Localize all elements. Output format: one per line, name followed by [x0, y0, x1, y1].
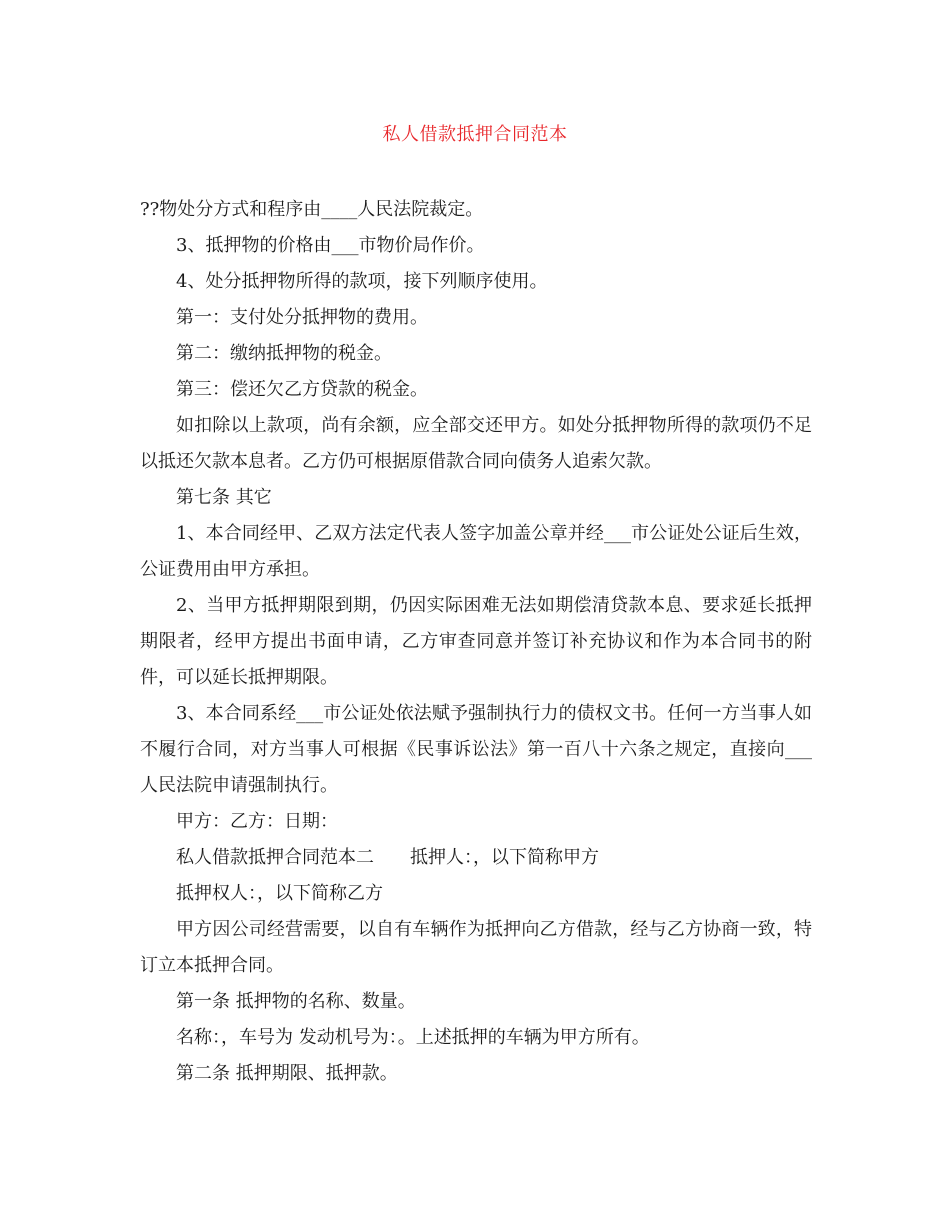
section-heading-article-2: 第二条 抵押期限、抵押款。 — [176, 1063, 398, 1084]
signature-line: 甲方：乙方：日期： — [176, 811, 338, 832]
paragraph-first-item: 第一：支付处分抵押物的费用。 — [176, 307, 428, 328]
document-body — [140, 192, 812, 1092]
paragraph-proceeds-order: 4、处分抵押物所得的款项，接下列顺序使用。 — [176, 271, 548, 292]
section-heading-article-7: 第七条 其它 — [176, 487, 272, 508]
paragraph-effectiveness: 1、本合同经甲、乙双方法定代表人签字加盖公章并经___市公证处公证后生效，公证费用由甲方承担。 — [140, 523, 812, 580]
paragraph-disposal-method: ??物处分方式和程序由____人民法院裁定。 — [140, 199, 484, 220]
paragraph-second-item: 第二：缴纳抵押物的税金。 — [176, 343, 392, 364]
paragraph-extension: 2、当甲方抵押期限到期，仍因实际困难无法如期偿清贷款本息、要求延长抵押期限者，经甲方提出书面申请，乙方审查同意并签订补充协议和作为本合同书的附件，可以延长抵押期限。 — [140, 595, 812, 688]
paragraph-mortgagee: 抵押权人：，以下简称乙方 — [176, 883, 383, 904]
paragraph-purpose: 甲方因公司经营需要，以自有车辆作为抵押向乙方借款，经与乙方协商一致，特订立本抵押合同。 — [140, 919, 812, 976]
paragraph-enforcement: 3、本合同系经___市公证处依法赋予强制执行力的债权文书。任何一方当事人如不履行合同，对方当事人可根据《民事诉讼法》第一百八十六条之规定，直接向___人民法院申请强制执行。 — [140, 703, 812, 796]
paragraph-price-valuation: 3、抵押物的价格由___市物价局作价。 — [176, 235, 485, 256]
paragraph-vehicle-details: 名称：，车号为 发动机号为：。上述抵押的车辆为甲方所有。 — [176, 1027, 650, 1048]
section-heading-article-1: 第一条 抵押物的名称、数量。 — [176, 991, 416, 1012]
document-title: 私人借款抵押合同范本 — [382, 124, 568, 145]
paragraph-third-item: 第三：偿还欠乙方贷款的税金。 — [176, 379, 428, 400]
paragraph-remaining-balance: 如扣除以上款项，尚有余额，应全部交还甲方。如处分抵押物所得的款项仍不足以抵还欠款本息者。乙方仍可根据原借款合同向债务人追索欠款。 — [140, 415, 812, 472]
paragraph-template-two-mortgagor: 私人借款抵押合同范本二 抵押人：，以下简称甲方 — [176, 847, 599, 868]
